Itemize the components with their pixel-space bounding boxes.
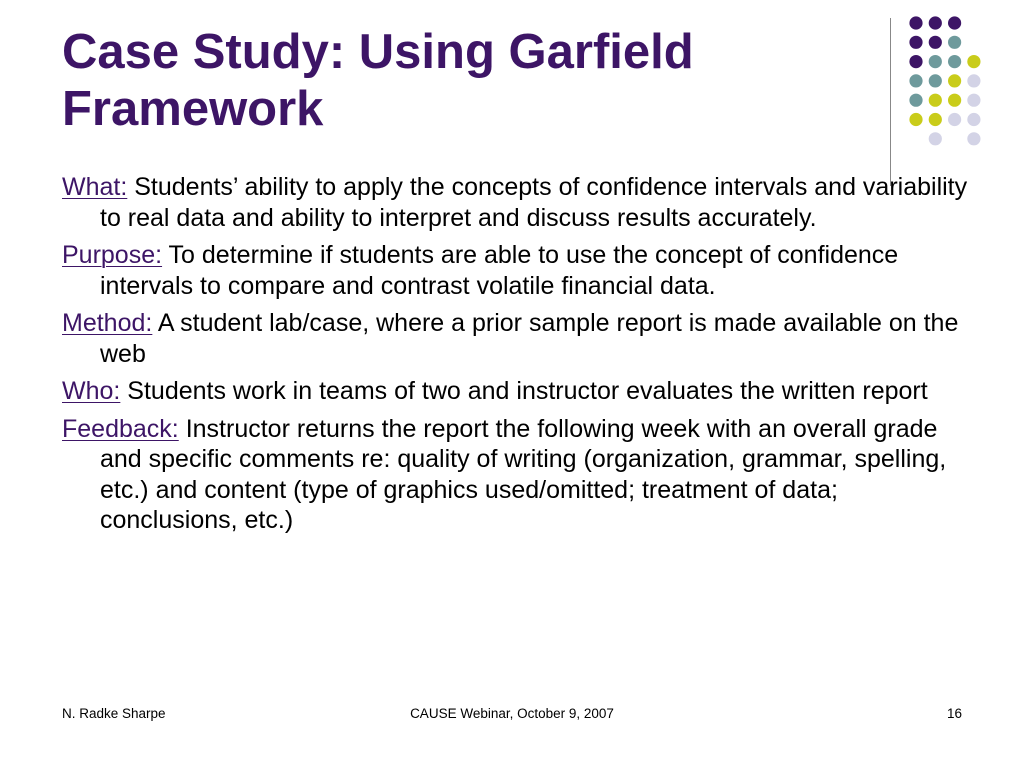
- list-item-feedback: [62, 414, 972, 536]
- footer-event: CAUSE Webinar, October 9, 2007: [410, 706, 614, 721]
- decorative-dot: [967, 74, 980, 87]
- purpose-text: To determine if students are able to use the concept of confidence intervals to compare and contrast volatile financial data.: [100, 241, 899, 300]
- decorative-dot: [967, 132, 980, 145]
- method-text: A student lab/case, where a prior sample report is made available on the web: [100, 309, 959, 368]
- decorative-dot: [929, 113, 942, 126]
- list-item-purpose: [62, 240, 972, 301]
- decorative-dot: [948, 36, 961, 49]
- slide-body: [62, 172, 972, 543]
- decorative-dot: [967, 113, 980, 126]
- method-label: Method:: [62, 309, 153, 337]
- decorative-dot: [948, 16, 961, 29]
- decorative-dot: [909, 36, 922, 49]
- decorative-dot: [909, 113, 922, 126]
- decorative-dot: [967, 55, 980, 68]
- decorative-dot: [929, 132, 942, 145]
- decorative-dot: [929, 74, 942, 87]
- footer-page-number: 16: [946, 706, 962, 721]
- decorative-dot: [909, 94, 922, 107]
- list-item-what: [62, 172, 972, 233]
- decorative-dot: [929, 94, 942, 107]
- decorative-dot: [909, 55, 922, 68]
- decorative-dot: [909, 16, 922, 29]
- purpose-label: Purpose:: [62, 241, 163, 269]
- slide-title-line-2: Framework: [62, 82, 324, 136]
- vertical-divider: [890, 18, 891, 186]
- slide-title-line-1: Case Study: Using Garfield: [62, 25, 694, 79]
- who-text: Students work in teams of two and instructor evaluates the written report: [120, 377, 928, 405]
- decorative-dot: [929, 36, 942, 49]
- decorative-dot: [929, 55, 942, 68]
- decorative-dot: [909, 74, 922, 87]
- decorative-dot: [967, 94, 980, 107]
- feedback-text: Instructor returns the report the following week with an overall grade and specific comments re: quality of writing (organization, grammar, spelling, etc.) and content (type of graphics used/omitted; treatment of data; conclusions, etc.): [100, 414, 947, 534]
- footer-author: N. Radke Sharpe: [62, 706, 166, 721]
- decorative-dot: [948, 55, 961, 68]
- list-item-method: [62, 308, 972, 369]
- decorative-dot: [948, 113, 961, 126]
- feedback-label: Feedback:: [62, 414, 179, 443]
- what-label: What:: [62, 173, 128, 201]
- who-label: Who:: [62, 377, 121, 405]
- slide-title: [62, 24, 872, 138]
- what-text: Students’ ability to apply the concepts of confidence intervals and variability to real data and ability to interpret and discuss results accurately.: [100, 173, 968, 232]
- decorative-dot: [948, 74, 961, 87]
- decorative-dot: [948, 94, 961, 107]
- decorative-dot: [929, 16, 942, 29]
- list-item-who: [62, 376, 972, 407]
